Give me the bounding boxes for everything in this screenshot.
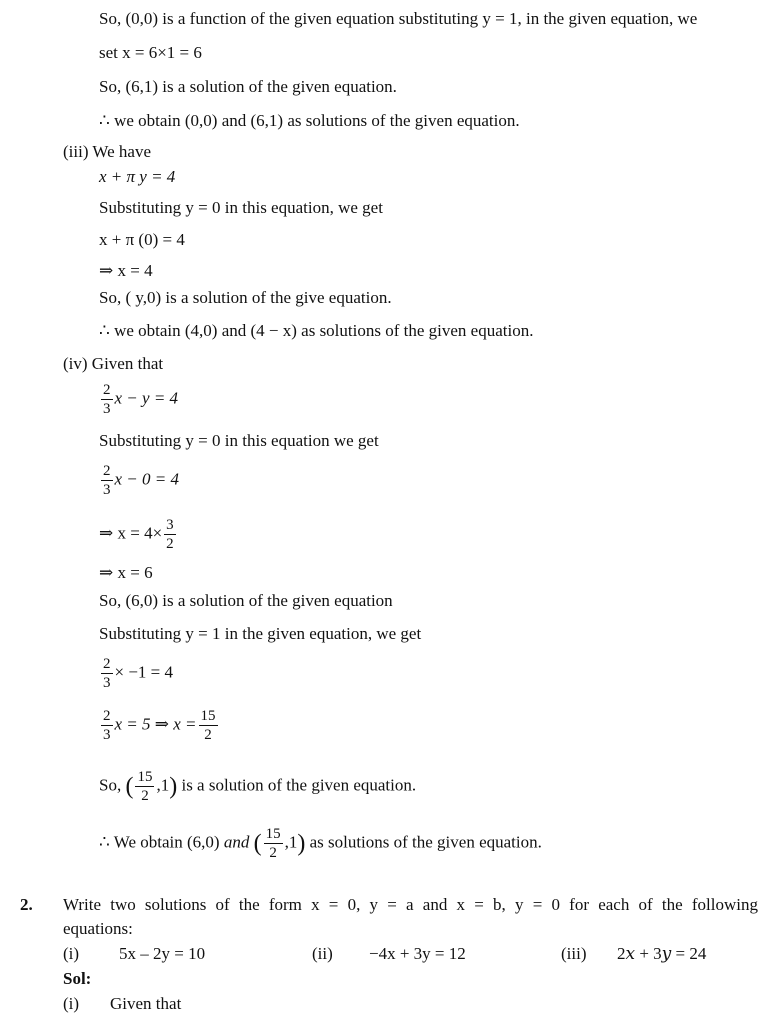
fraction: $\frac{2}{3}$ [103, 656, 111, 691]
text-line: Substituting y = 0 in this equation, we get [99, 198, 383, 217]
text-line: So, (0,0) is a function of the given equation substituting y = 1, in the given equation, we [99, 9, 698, 28]
fraction: $\frac{3}{2}$ [166, 517, 174, 552]
text-line: So, (6,0) is a solution of the given equation [99, 591, 393, 610]
part-label: (iii) [561, 944, 587, 963]
text-line: ∴ we obtain (4,0) and (4 − x) as solutions of the given equation. [99, 321, 534, 340]
text-line: set x = 6×1 = 6 [99, 43, 202, 62]
equation-line: $\frac{2}{3}$ × −1 = 4 [103, 656, 174, 691]
equation-line: ⇒ x = 4 [99, 261, 153, 280]
text-line: So, ( $\frac{15}{2}$ ,1) is a solution of the given equation. [99, 769, 417, 804]
equation-line: ⇒ x = 6 [99, 563, 153, 582]
equation-line: x + π (0) = 4 [99, 230, 185, 249]
part-equation: 5x – 2y = 10 [119, 944, 206, 963]
equation-line: $\frac{2}{3}$ x − 0 = 4 [103, 463, 179, 498]
text-line: Substituting y = 1 in the given equation, we get [99, 624, 422, 643]
equation-line: $\frac{2}{3}$ x − y = 4 [103, 382, 179, 417]
part-label: (ii) [312, 944, 333, 963]
fraction: $\frac{15}{2}$ [137, 769, 153, 804]
part-heading: (iv) Given that [63, 354, 164, 373]
text-line: ∴ we obtain (0,0) and (6,1) as solutions of the given equation. [99, 111, 520, 130]
equation-line: x + π y = 4 [99, 167, 176, 186]
equation-line: $\frac{2}{3}$ x = 5 ⇒ x = $\frac{15}{2}$ [103, 708, 216, 743]
text-line: Substituting y = 0 in this equation we get [99, 431, 379, 450]
solution-label: Sol: [63, 969, 92, 988]
part-equation: −4x + 3y = 12 [369, 944, 466, 963]
part-heading: (iii) We have [63, 142, 152, 161]
fraction: $\frac{2}{3}$ [103, 708, 111, 743]
part-equation: 2𝑥 + 3𝑦 = 24 [617, 944, 707, 963]
fraction: $\frac{2}{3}$ [103, 463, 111, 498]
text-line: So, (6,1) is a solution of the given equation. [99, 77, 397, 96]
text-line: So, ( y,0) is a solution of the give equation. [99, 288, 392, 307]
fraction: $\frac{15}{2}$ [265, 826, 281, 861]
question-text: Write two solutions of the form x = 0, y = a and x = b, y = 0 for each of the following [63, 895, 758, 914]
question-number: 2. [20, 895, 33, 914]
fraction: $\frac{2}{3}$ [103, 382, 111, 417]
part-label: (i) [63, 944, 80, 963]
part-text: Given that [110, 994, 182, 1013]
text-line: ∴ We obtain (6,0) and ( $\frac{15}{2}$ ,1) as solutions of the given equation. [99, 826, 542, 861]
part-label: (i) [63, 994, 80, 1013]
question-text-cont: equations: [63, 919, 133, 938]
equation-line: ⇒ x = 4× $\frac{3}{2}$ [99, 517, 174, 552]
fraction: $\frac{15}{2}$ [200, 708, 216, 743]
